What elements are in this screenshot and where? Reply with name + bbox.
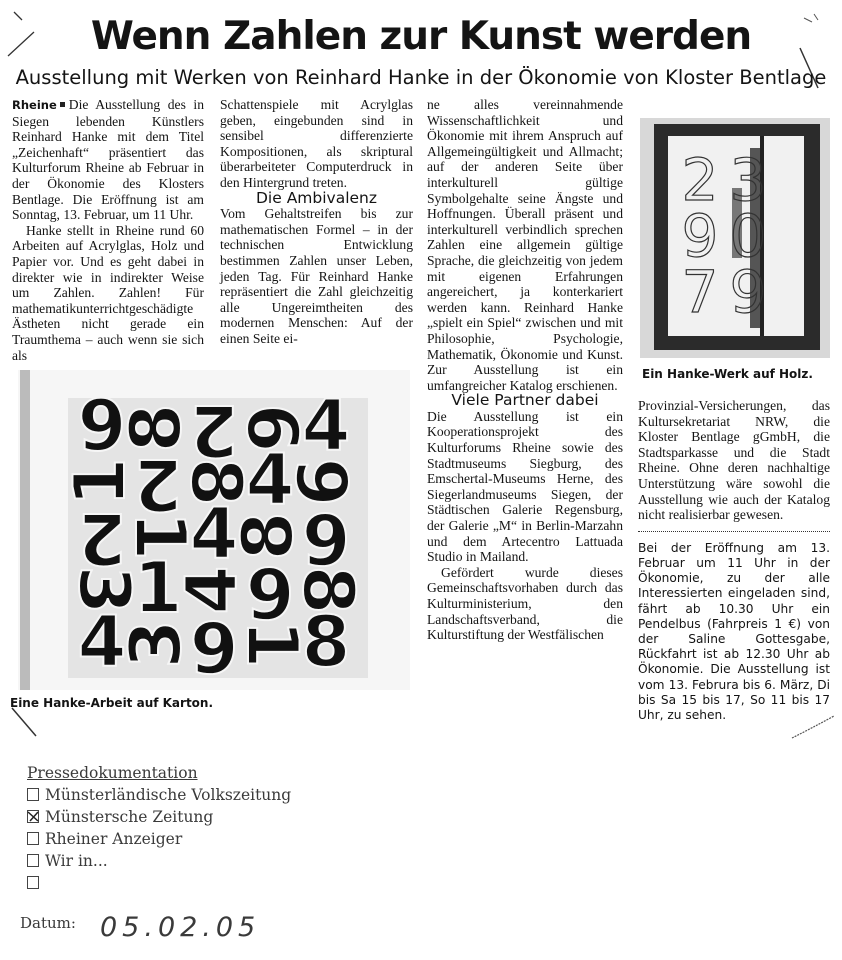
artwork-numeral: 6 xyxy=(301,497,351,579)
checkbox-2[interactable] xyxy=(27,832,39,845)
artwork-numeral: 2 xyxy=(681,146,719,214)
event-info-box: Bei der Eröffnung am 13. Februar um 11 Uhr in der Ökonomie, zu der alle Interessierten eingeladen sind, fährt ab 10.30 Uhr ein Pendelbus (Fahrpreis 1 €) von der Saline Gottesgabe, Rückfahrt ist ab 12.30 Uhr ab Ökonomie. Die Ausstellung ist vom 13. Februra bis 6. März, Di bis Sa 15 bis 17, So 11 bis 17 Uhr, zu sehen. xyxy=(638,540,830,722)
subheading-ambivalenz: Die Ambivalenz xyxy=(255,188,378,207)
artwork-numeral: 3 xyxy=(729,146,767,214)
artwork-numeral: 4 xyxy=(245,439,295,521)
artwork-numeral: 6 xyxy=(245,551,295,633)
artwork-numeral: 9 xyxy=(729,258,767,326)
article-title: Wenn Zahlen zur Kunst werden xyxy=(90,14,752,59)
column-1-paragraph-2: Hanke stellt in Rheine rund 60 Arbeiten auf Acrylglas, Holz und Papier vor. Und es geht dabei in direkter wie in indirekter Weise um Zahlen. Zahlen! Für mathematikunterrichtgeschädigte Ästheten nicht gerade ein Traumthema – auch wenn sie sich als xyxy=(12,222,204,363)
artwork-numeral: 6 xyxy=(231,403,313,453)
artwork-image-left xyxy=(18,370,410,690)
column-3-paragraph-1: ne alles vereinnahmende Wissenschaftlichkeit und Ökonomie mit ihrem Anspruch auf Allgemeingültigkeit und Allmacht; auf der anderen Seite über interkulturell gültige Symbolgehalte seine Ängste und Hoffnungen. Überall präsent und interkulturell verbindlich sprechen Zahlen eine allgemein gültige Sprache, die gleichzeitig von jedem mit eigenen Erfahrungen angereichert, ja konterkariert werden kann. Reinhard Hanke „spielt ein Spiel“ zwischen und mit Philosophie, Psychologie, Mathematik, Ökonomie und Kunst. Zur Ausstellung ist ein umfangreicher Katalog erschienen. xyxy=(427,97,623,393)
column-4-paragraph: Provinzial-Versicherungen, das Kultursekretariat NRW, die Kloster Bentlage gGmbH, die Stadtsparkasse und die Stadt Rheine. Ohne deren nachhaltige Unterstützung wäre sowohl die Ausstellung wie auch der Katalog nicht realisierbar gewesen. xyxy=(638,398,830,523)
artwork-numeral: 1 xyxy=(119,511,201,561)
artwork-numeral: 3 xyxy=(115,619,197,669)
checkbox-3[interactable] xyxy=(27,854,39,867)
checkbox-0[interactable] xyxy=(27,788,39,801)
subheading-viele-partner: Viele Partner dabei xyxy=(451,391,599,410)
dotted-divider xyxy=(638,531,830,532)
date-label: Datum: xyxy=(20,914,76,932)
artwork-numeral: 4 xyxy=(189,493,239,575)
caption-left-image: Eine Hanke-Arbeit auf Karton. xyxy=(10,696,214,710)
artwork-left-numerals xyxy=(59,385,369,687)
column-2-paragraph-1: Schattenspiele mit Acrylglas geben, eingebunden sind in sensibel differenzierte Kompositionen, als skriptural überarbeiteter Computerdruck in den Hintergrund treten. xyxy=(220,97,413,190)
artwork-numeral: 4 xyxy=(301,385,351,467)
artwork-numeral: 4 xyxy=(77,601,127,683)
date-handwritten: 05.02.05 xyxy=(100,912,261,943)
artwork-numeral: 4 xyxy=(171,565,253,615)
press-item-0: Münsterländische Volkszeitung xyxy=(27,784,291,806)
press-documentation xyxy=(27,762,291,894)
press-item-3: Wir in... xyxy=(27,850,291,872)
check-mark-icon xyxy=(26,809,40,823)
artwork-numeral: 9 xyxy=(77,385,127,467)
article-column-4 xyxy=(638,398,830,723)
column-3-paragraph-2: Die Ausstellung ist ein Kooperationsprojekt des Kulturforums Rheine sowie des Stadtmuseums Siegburg, des Emschertal-Museums Herne, des Siegerlandmuseums Siegen, der Städtischen Galerie Regensburg, der Galerie „M“ in Berlin-Marzahn und dem Artecentro Lattuada Studio in Mailand. xyxy=(427,408,623,565)
caption-right-image: Ein Hanke-Werk auf Holz. xyxy=(642,367,813,381)
artwork-numeral: 2 xyxy=(77,497,127,579)
artwork-numeral: 9 xyxy=(681,202,719,270)
artwork-numeral: 6 xyxy=(283,457,365,507)
article-column-3 xyxy=(427,97,623,643)
artwork-numeral: 8 xyxy=(227,511,309,561)
checkbox-4[interactable] xyxy=(27,876,39,889)
corner-mark-bottom-left xyxy=(12,708,36,736)
press-heading: Pressedokumentation xyxy=(27,764,198,782)
artwork-image-right xyxy=(640,118,830,358)
artwork-numeral: 6 xyxy=(189,605,239,687)
press-item-4 xyxy=(27,872,291,894)
artwork-numeral: 8 xyxy=(175,457,257,507)
press-item-2: Rheiner Anzeiger xyxy=(27,828,291,850)
press-item-1: Münstersche Zeitung xyxy=(27,806,291,828)
article-column-1 xyxy=(12,97,204,363)
artwork-numeral: 1 xyxy=(231,619,313,669)
artwork-numeral: 1 xyxy=(133,547,183,629)
article-subtitle: Ausstellung mit Werken von Reinhard Hanke in der Ökonomie von Kloster Bentlage xyxy=(15,66,827,89)
artwork-numeral: 8 xyxy=(301,601,351,683)
dateline: Rheine xyxy=(12,98,57,112)
artwork-numeral: 8 xyxy=(287,565,369,615)
artwork-numeral: 7 xyxy=(681,258,719,326)
artwork-numeral: 0 xyxy=(729,202,767,270)
artwork-numeral: 2 xyxy=(189,389,239,471)
column-2-paragraph-2: Vom Gehaltstreifen bis zur mathematischen Formel – in der technischen Entwicklung bestimmen Zahlen unser Leben, jeden Tag. Für Reinhard Hanke repräsentiert die Zahl gleichzeitig alle Ungereimtheiten des modernen Menschen: Auf der einen Seite ei- xyxy=(220,206,413,346)
artwork-numeral: 1 xyxy=(59,457,141,507)
artwork-numeral: 3 xyxy=(63,565,145,615)
artwork-numeral: 2 xyxy=(133,443,183,525)
article-column-2 xyxy=(220,97,413,347)
checkbox-1-checked[interactable] xyxy=(27,810,39,823)
dateline-bullet xyxy=(60,102,65,107)
column-1-paragraph-1: Rheine Die Ausstellung des in Siegen lebenden Künstlers Reinhard Hanke mit dem Titel „Zeichenhaft“ präsentiert das Kulturforum Rheine ab Februar in der Ökonomie des Klosters Bentlage. Die Eröffnung ist am Sonntag, 13. Februar, um 11 Uhr. xyxy=(12,97,204,223)
artwork-numeral: 8 xyxy=(115,403,197,453)
column-3-paragraph-3: Gefördert wurde dieses Gemeinschaftsvorhaben durch das Kulturministerium, den Landschaftsverband, die Kulturstiftung der Westfälischen xyxy=(427,564,623,643)
